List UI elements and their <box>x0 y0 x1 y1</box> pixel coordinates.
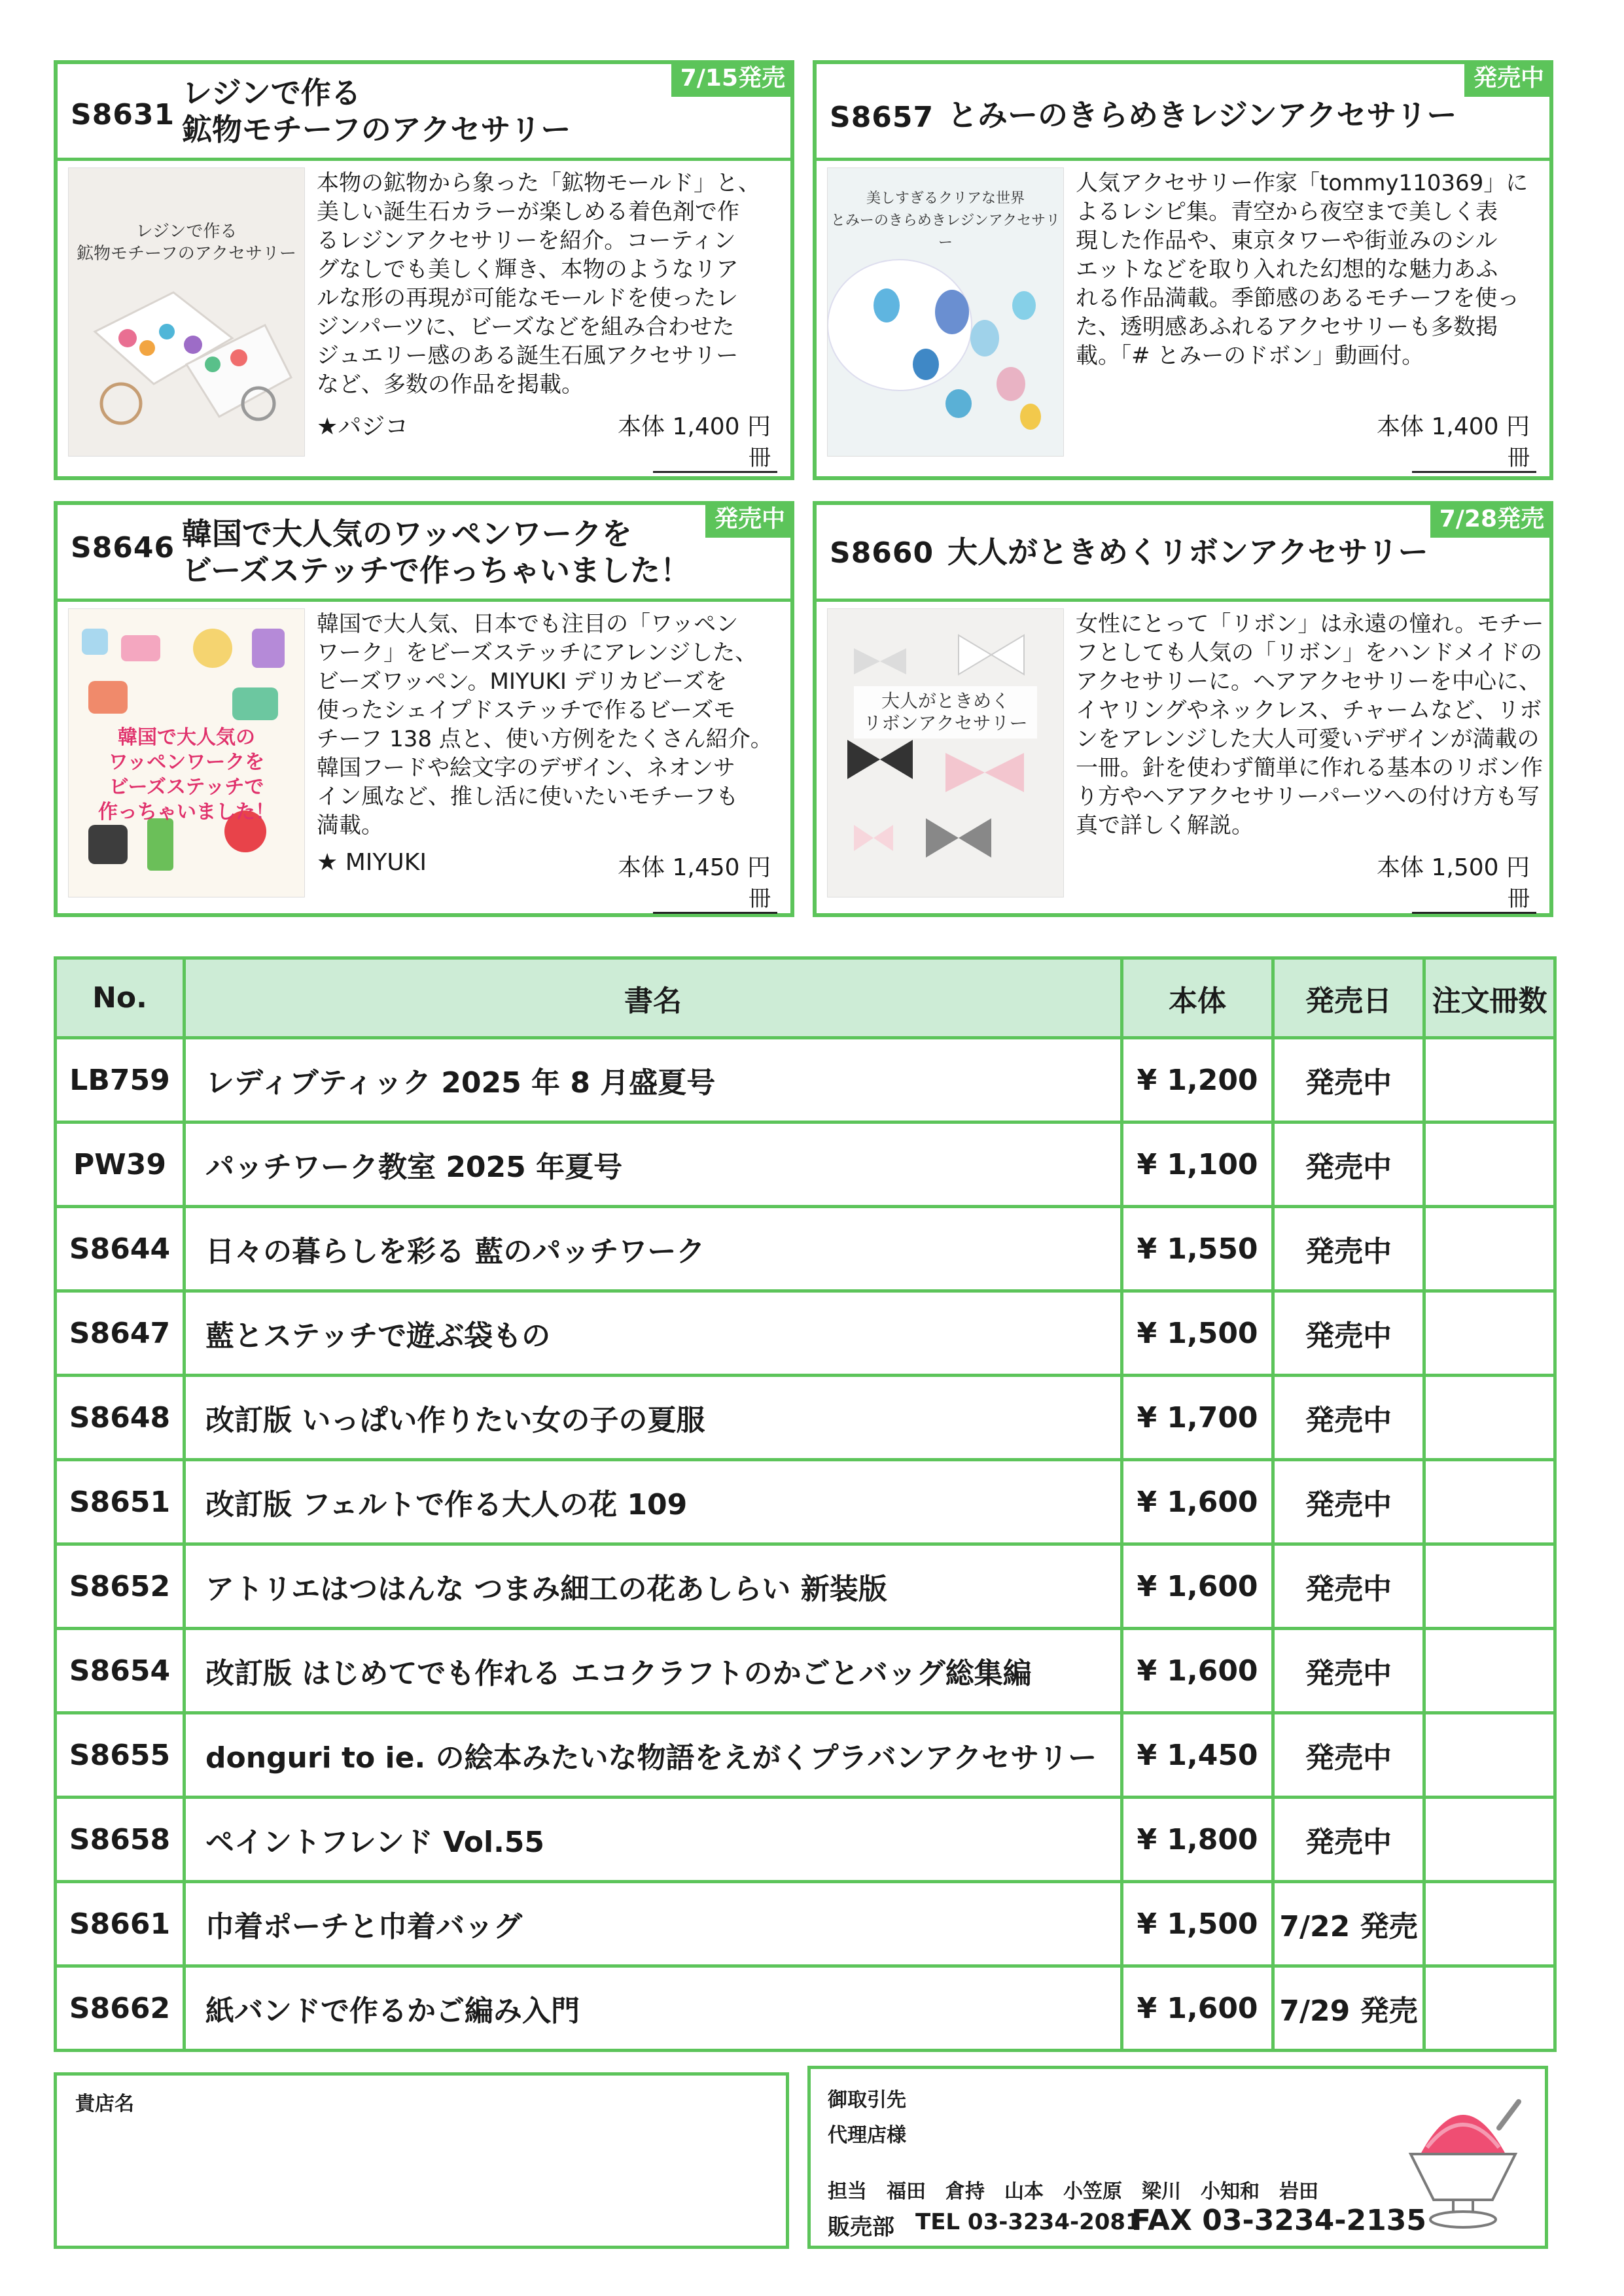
release-badge: 発売中 <box>705 501 794 538</box>
row-no: S8651 <box>56 1460 185 1544</box>
header-date: 発売日 <box>1273 958 1424 1038</box>
table-row <box>56 1629 1555 1713</box>
product-card-s8631 <box>54 60 794 480</box>
row-title: 改訂版 はじめてでも作れる エコクラフトのかごとバッグ総集編 <box>185 1629 1122 1713</box>
row-quantity-field[interactable] <box>1424 1122 1555 1207</box>
product-description: 韓国で大人気、日本でも注目の「ワッペン ワーク」をビーズステッチにアレンジした、 ビーズワッペン。MIYUKI デリカビーズを 使ったシェイプドステッチで作るビーズモ チーフ 138 点と、使い方例をたくさん紹介。 韓国フードや絵文字のデザイン、ネオンサ イン風など、推し活に使いたいモチーフも 満載。 <box>317 611 773 839</box>
row-date: 発売中 <box>1273 1038 1424 1122</box>
row-no: S8661 <box>56 1882 185 1966</box>
row-no: S8644 <box>56 1207 185 1291</box>
order-underline <box>1412 471 1536 473</box>
row-price: ¥ 1,600 <box>1122 1460 1273 1544</box>
book-cover <box>68 167 305 457</box>
row-quantity-field[interactable] <box>1424 1882 1555 1966</box>
header-title: 書名 <box>185 958 1122 1038</box>
product-code: S8657 <box>830 101 934 134</box>
row-title: アトリエはつはんな つまみ細工の花あしらい 新装版 <box>185 1544 1122 1629</box>
row-no: S8658 <box>56 1798 185 1882</box>
product-code: S8660 <box>830 536 934 570</box>
product-price: 本体 1,400 円 <box>1377 413 1530 440</box>
row-price: ¥ 1,600 <box>1122 1966 1273 2051</box>
cover-title: レジンで作る 鉱物モチーフのアクセサリー <box>77 222 296 264</box>
table-row <box>56 1882 1555 1966</box>
row-no: S8662 <box>56 1966 185 2051</box>
product-code: S8646 <box>71 531 175 565</box>
row-price: ¥ 1,100 <box>1122 1122 1273 1207</box>
row-title: 日々の暮らしを彩る 藍のパッチワーク <box>185 1207 1122 1291</box>
header-quantity: 注文冊数 <box>1424 958 1555 1038</box>
table-row <box>56 1376 1555 1460</box>
row-quantity-field[interactable] <box>1424 1291 1555 1376</box>
header-price: 本体 <box>1122 958 1273 1038</box>
row-no: S8654 <box>56 1629 185 1713</box>
store-name-field[interactable] <box>70 2121 773 2233</box>
product-price: 本体 1,450 円 <box>618 854 771 881</box>
row-no: S8648 <box>56 1376 185 1460</box>
table-header-row <box>56 958 1555 1038</box>
cover-illustration <box>828 168 1063 456</box>
product-title: 韓国で大人気のワッペンワークを ビーズステッチで作っちゃいました！ <box>182 516 690 588</box>
row-title: レディブティック 2025 年 8 月盛夏号 <box>185 1038 1122 1122</box>
product-title: とみーのきらめきレジンアクセサリー <box>947 97 1457 133</box>
row-date: 7/22 発売 <box>1273 1882 1424 1966</box>
release-badge: 7/28発売 <box>1430 501 1553 538</box>
row-title: ペイントフレンド Vol.55 <box>185 1798 1122 1882</box>
row-date: 発売中 <box>1273 1122 1424 1207</box>
product-title: レジンで作る 鉱物モチーフのアクセサリー <box>182 75 571 147</box>
book-cover <box>827 608 1064 897</box>
shaved-ice-icon <box>1401 2082 1525 2233</box>
product-author: ★パジコ <box>317 413 409 440</box>
table-row <box>56 1038 1555 1122</box>
cover-illustration <box>828 609 1063 897</box>
row-title: 藍とステッチで遊ぶ袋もの <box>185 1291 1122 1376</box>
row-date: 発売中 <box>1273 1544 1424 1629</box>
row-quantity-field[interactable] <box>1424 1713 1555 1798</box>
store-name-label: 貴店名 <box>75 2093 134 2115</box>
row-price: ¥ 1,500 <box>1122 1882 1273 1966</box>
product-unit: 冊 <box>749 445 771 471</box>
table-row <box>56 1207 1555 1291</box>
order-table <box>54 956 1557 2052</box>
row-quantity-field[interactable] <box>1424 1376 1555 1460</box>
book-cover <box>68 608 305 897</box>
row-title: 紙バンドで作るかご編み入門 <box>185 1966 1122 2051</box>
row-no: S8655 <box>56 1713 185 1798</box>
row-date: 発売中 <box>1273 1713 1424 1798</box>
order-underline <box>1412 912 1536 914</box>
row-date: 発売中 <box>1273 1629 1424 1713</box>
row-price: ¥ 1,600 <box>1122 1544 1273 1629</box>
product-unit: 冊 <box>1508 886 1530 912</box>
row-title: 改訂版 フェルトで作る大人の花 109 <box>185 1460 1122 1544</box>
release-badge: 7/15発売 <box>671 60 794 97</box>
row-no: LB759 <box>56 1038 185 1122</box>
fax-number: FAX 03-3234-2135 <box>1131 2204 1426 2237</box>
row-quantity-field[interactable] <box>1424 1798 1555 1882</box>
order-underline <box>653 471 777 473</box>
table-row <box>56 1460 1555 1544</box>
product-card-s8657 <box>813 60 1553 480</box>
row-title: パッチワーク教室 2025 年夏号 <box>185 1122 1122 1207</box>
card-header <box>817 64 1549 161</box>
row-price: ¥ 1,200 <box>1122 1038 1273 1122</box>
sales-dept: 販売部 <box>828 2214 894 2240</box>
card-header <box>58 505 790 602</box>
release-badge: 発売中 <box>1464 60 1553 97</box>
row-quantity-field[interactable] <box>1424 1038 1555 1122</box>
row-no: PW39 <box>56 1122 185 1207</box>
row-date: 発売中 <box>1273 1376 1424 1460</box>
row-price: ¥ 1,450 <box>1122 1713 1273 1798</box>
store-name-box <box>54 2072 789 2249</box>
agency-label: 代理店様 <box>828 2124 906 2147</box>
row-price: ¥ 1,800 <box>1122 1798 1273 1882</box>
row-no: S8652 <box>56 1544 185 1629</box>
tel-number: TEL 03-3234-2081 <box>915 2209 1141 2235</box>
product-code: S8631 <box>71 98 175 131</box>
product-card-s8646 <box>54 501 794 917</box>
row-date: 7/29 発売 <box>1273 1966 1424 2051</box>
product-author: ★ MIYUKI <box>317 849 427 876</box>
row-date: 発売中 <box>1273 1207 1424 1291</box>
row-price: ¥ 1,600 <box>1122 1629 1273 1713</box>
row-price: ¥ 1,700 <box>1122 1376 1273 1460</box>
product-price: 本体 1,500 円 <box>1377 854 1530 881</box>
row-title: donguri to ie. の絵本みたいな物語をえがくプラバンアクセサリー <box>185 1713 1122 1798</box>
row-date: 発売中 <box>1273 1291 1424 1376</box>
row-quantity-field[interactable] <box>1424 1460 1555 1544</box>
client-label: 御取引先 <box>828 2089 906 2112</box>
table-row <box>56 1122 1555 1207</box>
table-row <box>56 1713 1555 1798</box>
row-date: 発売中 <box>1273 1460 1424 1544</box>
product-unit: 冊 <box>1508 445 1530 471</box>
order-underline <box>653 912 777 914</box>
row-price: ¥ 1,500 <box>1122 1291 1273 1376</box>
table-row <box>56 1966 1555 2051</box>
table-row <box>56 1798 1555 1882</box>
row-quantity-field[interactable] <box>1424 1544 1555 1629</box>
book-cover <box>827 167 1064 457</box>
header-no: No. <box>56 958 185 1038</box>
product-unit: 冊 <box>749 886 771 912</box>
row-title: 改訂版 いっぱい作りたい女の子の夏服 <box>185 1376 1122 1460</box>
row-date: 発売中 <box>1273 1798 1424 1882</box>
product-title: 大人がときめくリボンアクセサリー <box>947 534 1428 570</box>
cover-title: 大人がときめく リボンアクセサリー <box>854 686 1037 739</box>
contact-box <box>807 2066 1548 2249</box>
cover-title: 韓国で大人気の ワッペンワークを ビーズステッチで 作っちゃいました！ <box>98 726 275 824</box>
row-price: ¥ 1,550 <box>1122 1207 1273 1291</box>
row-quantity-field[interactable] <box>1424 1966 1555 2051</box>
row-no: S8647 <box>56 1291 185 1376</box>
product-price: 本体 1,400 円 <box>618 413 771 440</box>
row-title: 巾着ポーチと巾着バッグ <box>185 1882 1122 1966</box>
table-row <box>56 1291 1555 1376</box>
staff-list: 担当 福田 倉持 山本 小笠原 梁川 小知和 岩田 <box>828 2180 1318 2203</box>
row-quantity-field[interactable] <box>1424 1629 1555 1713</box>
cover-illustration <box>69 168 304 456</box>
row-quantity-field[interactable] <box>1424 1207 1555 1291</box>
cover-title: 美しすぎるクリアな世界 とみーのきらめきレジンアクセサリー <box>830 190 1061 251</box>
product-card-s8660 <box>813 501 1553 917</box>
product-description: 女性にとって「リボン」は永遠の憧れ。モチー フとしても人気の「リボン」をハンドメイドの アクセサリーに。ヘアアクセサリーを中心に、 イヤリングやネックレス、チャームなど、リボ ンをアレンジした大人可愛いデザインが満載の 一冊。針を使わず簡単に作れる基本のリボン作 り方やヘアアクセサリーパーツへの付け方も写 真で詳しく解説。 <box>1076 611 1544 839</box>
product-description: 人気アクセサリー作家「tommy110369」に よるレシピ集。青空から夜空まで美しく表 現した作品や、東京タワーや街並みのシル エットなどを取り入れた幻想的な魅力あふ れる作品満載。季節感のあるモチーフを使っ た、透明感あふれるアクセサリーも多数掲 載。「# とみーのドボン」動画付。 <box>1076 170 1528 369</box>
table-row <box>56 1544 1555 1629</box>
product-description: 本物の鉱物から象った「鉱物モールド」と、 美しい誕生石カラーが楽しめる着色剤で作 るレジンアクセサリーを紹介。コーティン グなしでも美しく輝き、本物のようなリア ルな形の再現が可能なモールドを使ったレ ジンパーツに、ビーズなどを組み合わせた ジュエリー感のある誕生石風アクセサリー など、多数の作品を掲載。 <box>317 170 760 398</box>
